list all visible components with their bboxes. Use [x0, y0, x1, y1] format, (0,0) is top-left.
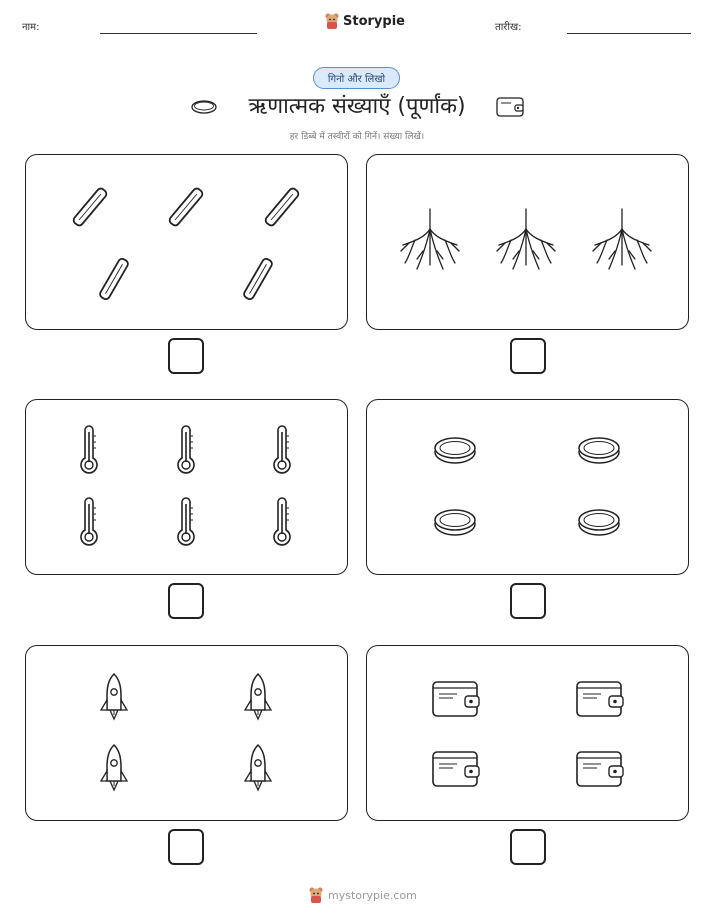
thermometer-icon — [175, 496, 197, 548]
stick-icon — [70, 183, 110, 231]
roots-icon — [493, 207, 559, 273]
roots-icon — [397, 207, 463, 273]
thermometer-icon — [78, 496, 100, 548]
coin-icon — [577, 507, 621, 537]
thermometer-icon — [175, 424, 197, 476]
answer-box-sticks[interactable] — [168, 338, 204, 374]
wallet-icon — [431, 678, 481, 720]
answer-box-rockets[interactable] — [168, 829, 204, 865]
name-field[interactable] — [100, 33, 257, 34]
count-panel-wallets — [366, 645, 689, 821]
count-panel-sticks — [25, 154, 348, 330]
count-panel-coins — [366, 399, 689, 575]
coin-icon — [433, 507, 477, 537]
answer-box-coins[interactable] — [510, 583, 546, 619]
thermometer-icon — [78, 424, 100, 476]
rocket-icon — [97, 672, 131, 722]
rocket-icon — [241, 743, 275, 793]
count-panel-thermometers — [25, 399, 348, 575]
rocket-icon — [241, 672, 275, 722]
brand-name: Storypie — [343, 13, 405, 29]
count-panel-rockets — [25, 645, 348, 821]
name-label: नाम: — [22, 22, 40, 33]
coin-icon — [433, 435, 477, 465]
date-label: तारीख: — [495, 22, 522, 33]
rocket-icon — [97, 743, 131, 793]
thermometer-icon — [271, 424, 293, 476]
stick-icon — [94, 255, 134, 303]
answer-box-roots[interactable] — [510, 338, 546, 374]
answer-box-wallets[interactable] — [510, 829, 546, 865]
instruction-text: हर डिब्बे में तस्वीरों को गिनें। संख्या लिखें। — [289, 132, 425, 142]
footer-site: mystorypie.com — [328, 888, 417, 902]
date-field[interactable] — [567, 33, 691, 34]
wallet-icon — [495, 95, 525, 119]
wallet-icon — [431, 748, 481, 790]
stick-icon — [238, 255, 278, 303]
stick-icon — [166, 183, 206, 231]
roots-icon — [589, 207, 655, 273]
bear-mascot-icon — [308, 886, 324, 904]
wallet-icon — [575, 748, 625, 790]
answer-box-thermometers[interactable] — [168, 583, 204, 619]
thermometer-icon — [271, 496, 293, 548]
stick-icon — [262, 183, 302, 231]
coin-icon — [577, 435, 621, 465]
count-panel-roots — [366, 154, 689, 330]
footer — [308, 886, 417, 904]
wallet-icon — [575, 678, 625, 720]
brand-logo — [324, 12, 405, 30]
activity-tag: गिनो और लिखो — [313, 67, 400, 89]
bear-mascot-icon — [324, 12, 340, 30]
page-title: ऋणात्मक संख्याएँ (पूर्णांक) — [248, 94, 466, 119]
